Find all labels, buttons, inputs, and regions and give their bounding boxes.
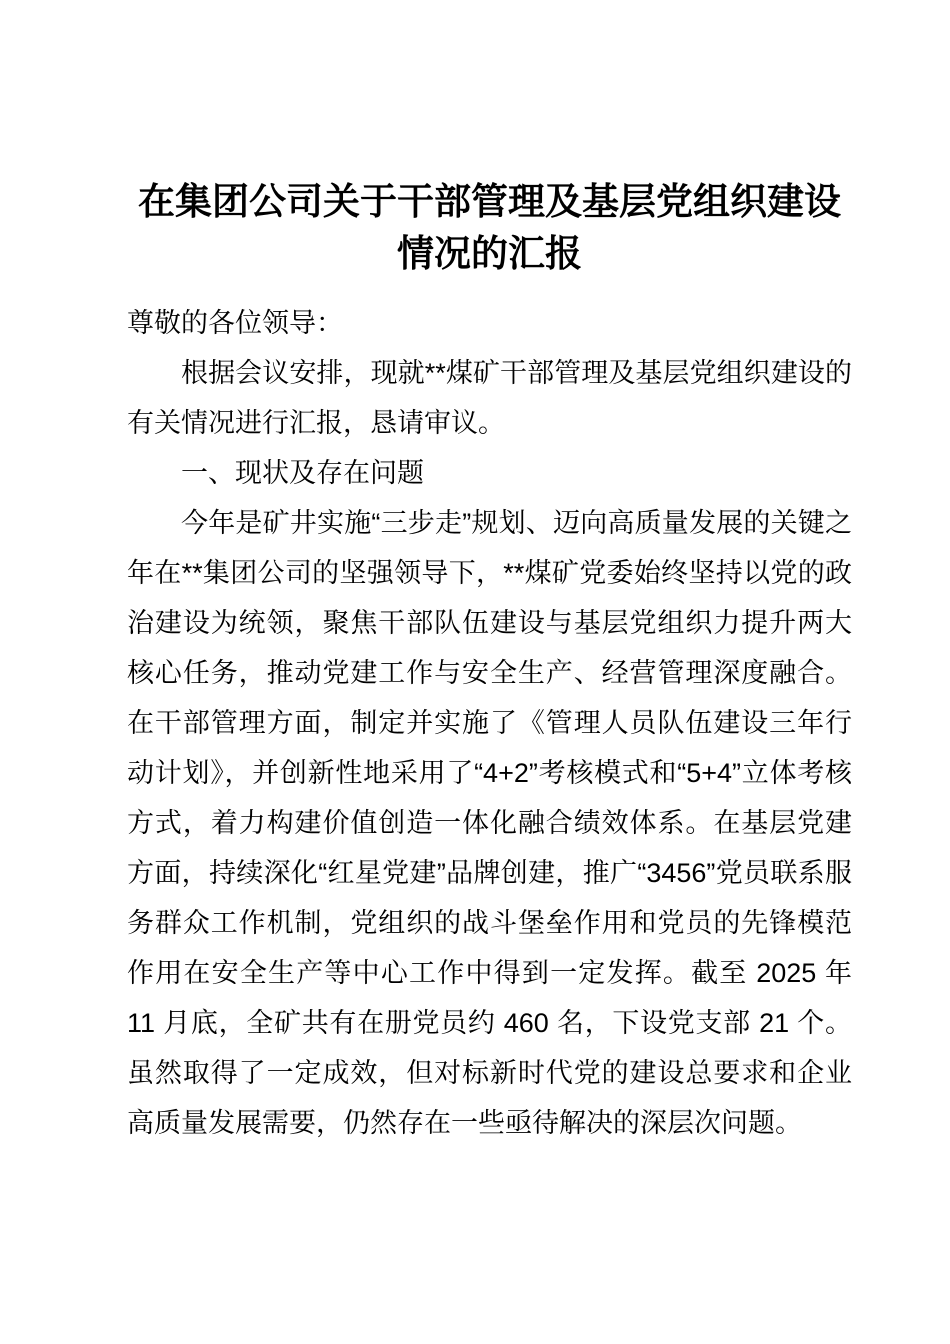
intro-paragraph: 根据会议安排，现就**煤矿干部管理及基层党组织建设的有关情况进行汇报，恳请审议。 [127,358,852,438]
section-1-heading: 一、现状及存在问题 [181,458,424,488]
section-1-paragraph: 今年是矿井实施“三步走”规划、迈向高质量发展的关键之年在**集团公司的坚强领导下，**煤矿党委始终坚持以党的政治建设为统领，聚焦干部队伍建设与基层党组织力提升两大核心任务，推动党建工作与安全生产、经营管理深度融合。在干部管理方面，制定并实施了《管理人员队伍建设三年行动计划》，并创新性地采用了“4+2”考核模式和“5+4”立体考核方式，着力构建价值创造一体化融合绩效体系。在基层党建方面，持续深化“红星党建”品牌创建，推广“3456”党员联系服务群众工作机制，党组织的战斗堡垒作用和党员的先锋模范作用在安全生产等中心工作中得到一定发挥。截至 2025 年 11 月底，全矿共有在册党员约 460 名，下设党支部 21 个。虽然取得了一定成效，但对标新时代党的建设总要求和企业高质量发展需要，仍然存在一些亟待解决的深层次问题。 [127,508,852,1138]
document-title: 在集团公司关于干部管理及基层党组织建设情况的汇报 [138,181,841,274]
salutation: 尊敬的各位领导： [127,308,343,338]
